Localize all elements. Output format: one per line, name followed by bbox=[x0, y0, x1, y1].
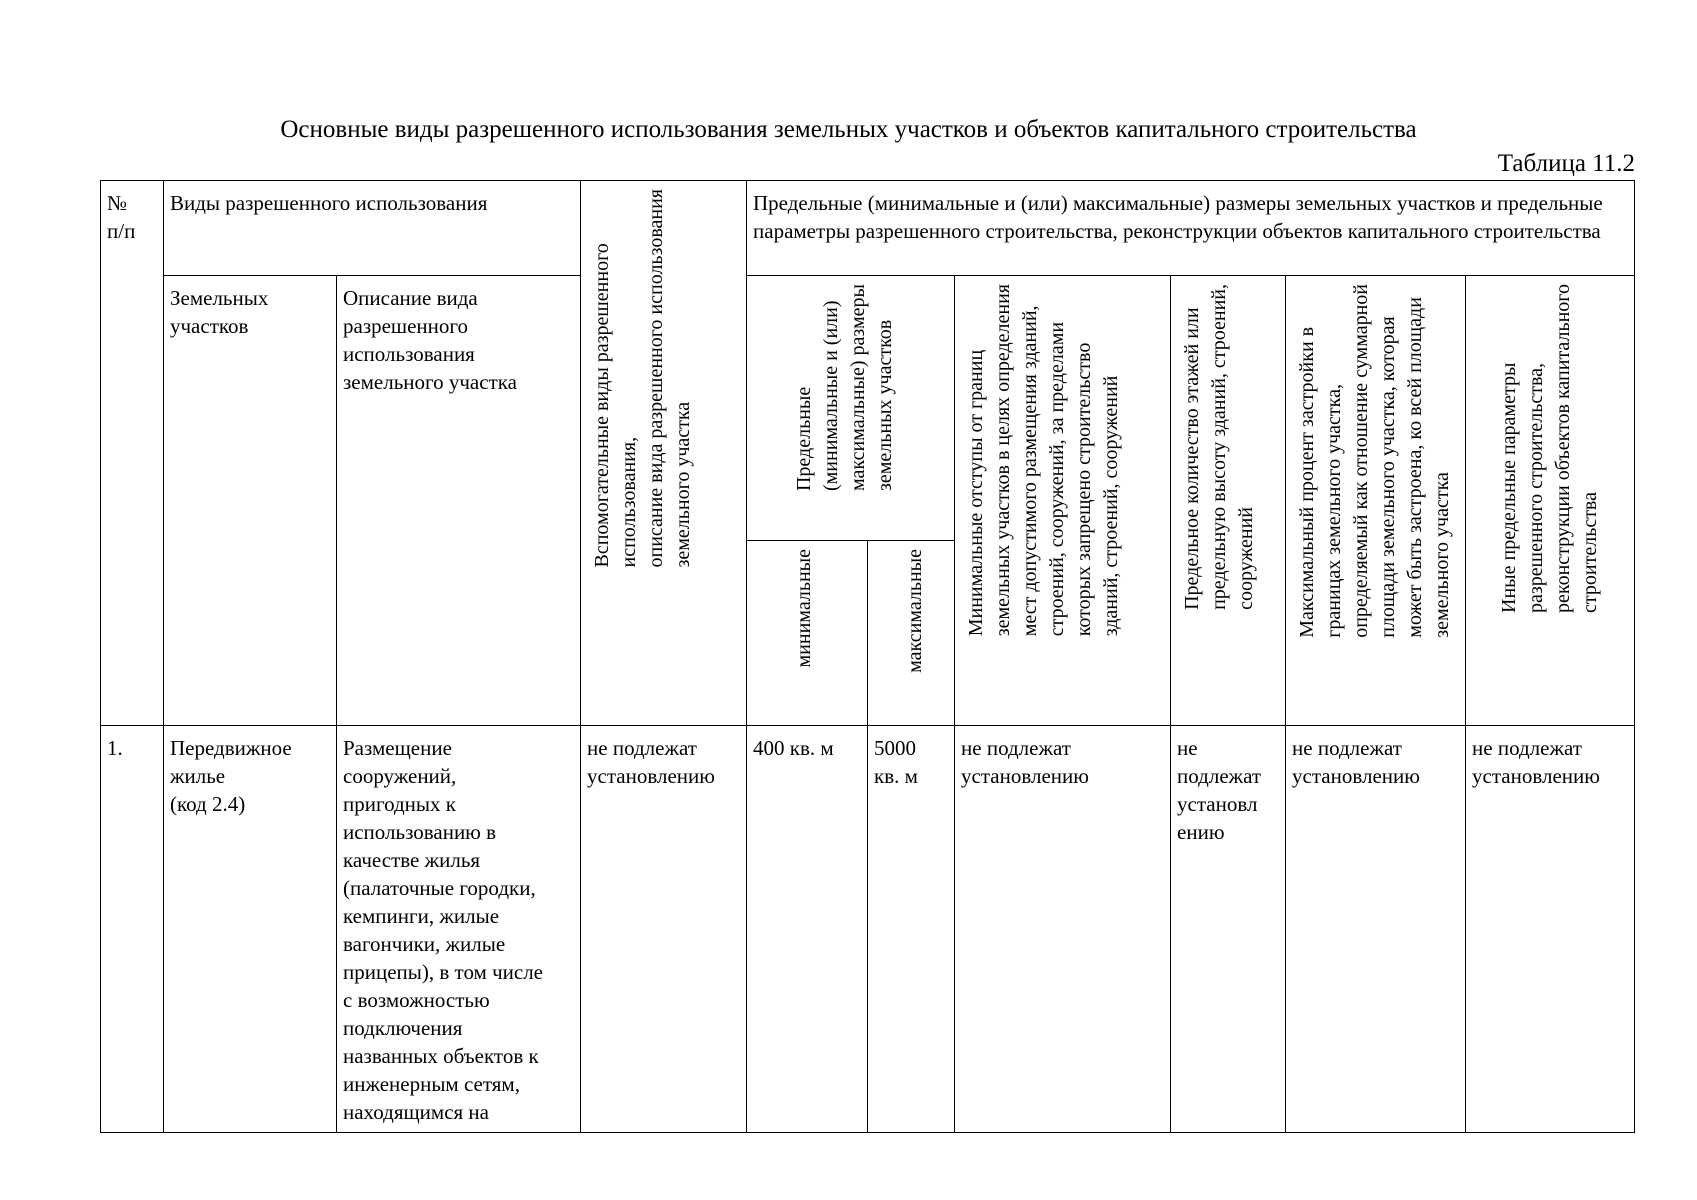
header-floors bbox=[1171, 276, 1286, 726]
header-max-text: максимальные bbox=[904, 549, 927, 673]
cell-max: 5000 кв. м bbox=[868, 726, 955, 1133]
header-land-plots: Земельных участков bbox=[164, 276, 337, 726]
header-plot-sizes bbox=[747, 276, 955, 541]
header-auxiliary-text: Вспомогательные виды разрешенного использования, описание вида разрешенного использования земельного участка bbox=[591, 189, 695, 568]
header-use-description: Описание вида разрешенного использования земельного участка bbox=[337, 276, 581, 726]
table-number: Таблица 11.2 bbox=[1497, 150, 1635, 177]
cell-setbacks: не подлежат установлению bbox=[955, 726, 1171, 1133]
cell-description: Размещение сооружений, пригодных к использованию в качестве жилья (палаточные городки, кемпинги, жилые вагончики, жилые прицепы), в том числе с возможностью подключения названных объектов к инженерным сетям, находящимся на bbox=[337, 726, 581, 1133]
header-floors-text: Предельное количество этажей или предельную высоту зданий, строений, сооружений bbox=[1181, 284, 1258, 610]
cell-min: 400 кв. м bbox=[747, 726, 868, 1133]
cell-coverage: не подлежат установлению bbox=[1286, 726, 1466, 1133]
cell-other: не подлежат установлению bbox=[1466, 726, 1635, 1133]
header-other-text: Иные предельные параметры разрешенного строительства, реконструкции объектов капитального строительства bbox=[1498, 284, 1602, 613]
cell-floors: не подлежат установл ению bbox=[1171, 726, 1286, 1133]
header-auxiliary bbox=[581, 181, 747, 726]
header-uses-group: Виды разрешенного использования bbox=[164, 181, 581, 276]
cell-num: 1. bbox=[101, 726, 164, 1133]
header-setbacks bbox=[955, 276, 1171, 726]
header-setbacks-text: Минимальные отступы от границ земельных участков в целях определения мест допустимого размещения зданий, строений, сооружений, за пределами которых запрещено строительство зданий, строений, сооружений bbox=[965, 284, 1123, 637]
header-plot-sizes-text: Предельные (минимальные и (или) максимальные) размеры земельных участков bbox=[793, 284, 897, 492]
cell-land-plot: Передвижное жилье (код 2.4) bbox=[164, 726, 337, 1133]
header-min-text: минимальные bbox=[793, 549, 816, 668]
header-max bbox=[868, 541, 955, 726]
header-min bbox=[747, 541, 868, 726]
header-limits-group: Предельные (минимальные и (или) максимальные) размеры земельных участков и предельные параметры разрешенного строительства, реконструкции объектов капитального строительства bbox=[747, 181, 1635, 276]
header-coverage-text: Максимальный процент застройки в границах земельного участка, определяемый как отношение суммарной площади земельного участка, которая может быть застроена, ко всей площади земельного участка bbox=[1296, 284, 1454, 638]
permitted-use-table bbox=[100, 180, 1635, 1133]
cell-auxiliary: не подлежат установлению bbox=[581, 726, 747, 1133]
header-coverage bbox=[1286, 276, 1466, 726]
document-title: Основные виды разрешенного использования земельных участков и объектов капитального строительства bbox=[280, 116, 1417, 143]
header-other bbox=[1466, 276, 1635, 726]
table-row bbox=[101, 726, 1635, 1133]
header-num: № п/п bbox=[101, 181, 164, 726]
